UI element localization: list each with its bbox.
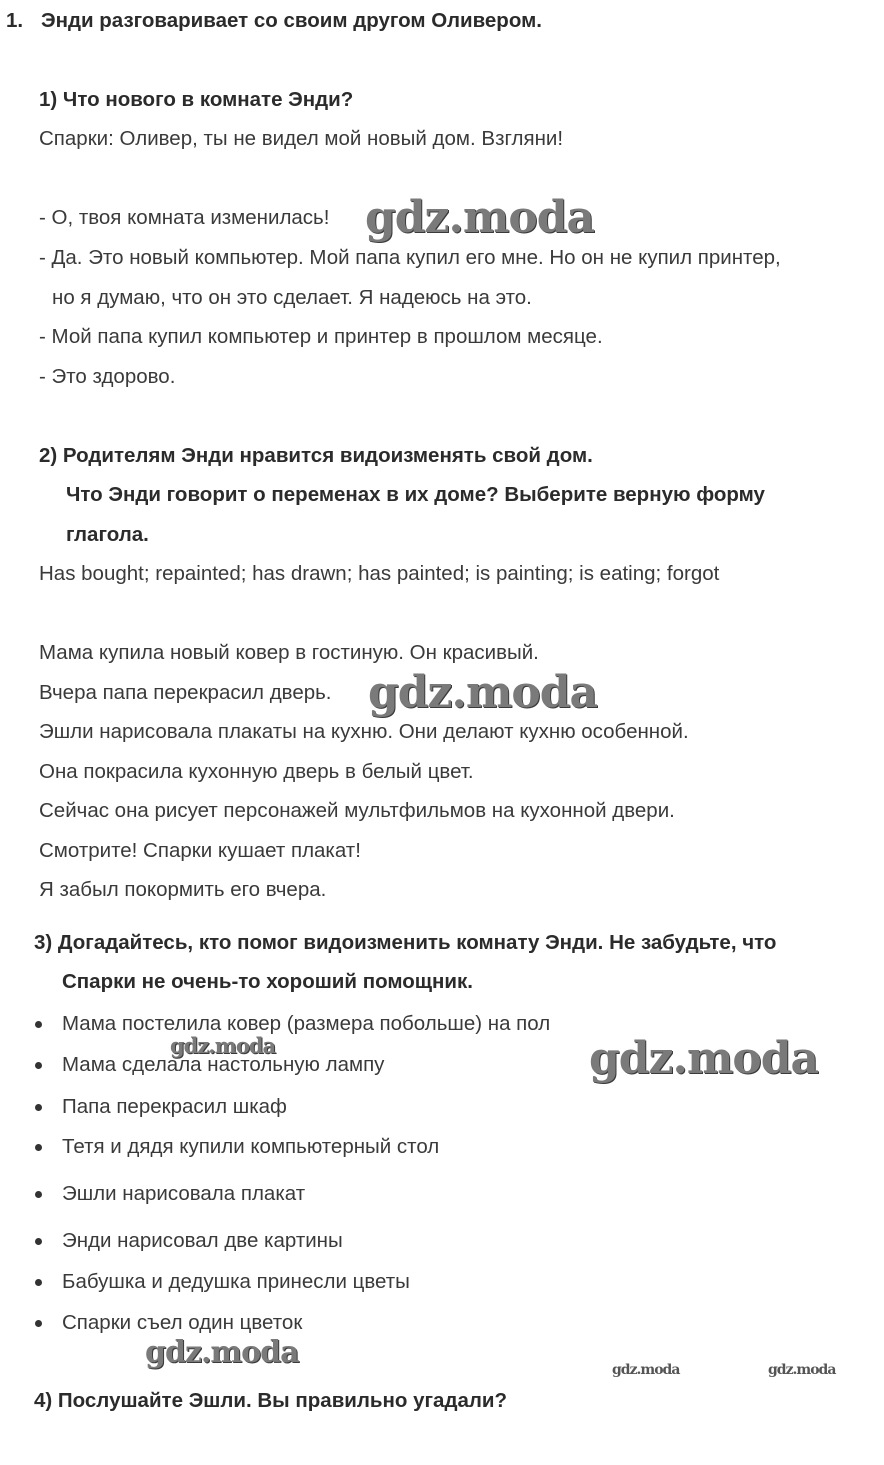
watermark-logo: gdz.moda xyxy=(365,192,595,243)
section3-heading: Спарки не очень-то хороший помощник. xyxy=(62,970,473,993)
list-item: Мама постелила ковер (размера побольше) на пол xyxy=(62,1012,551,1035)
bullet-dot xyxy=(35,1021,42,1028)
bullet-dot xyxy=(35,1320,42,1327)
section2-line: Эшли нарисовала плакаты на кухню. Они делают кухню особенной. xyxy=(39,720,689,743)
section1-line: - Мой папа купил компьютер и принтер в прошлом месяце. xyxy=(39,325,603,348)
list-item: Папа перекрасил шкаф xyxy=(62,1095,287,1118)
list-item: Мама сделала настольную лампу xyxy=(62,1053,385,1076)
section2-line: Мама купила новый ковер в гостиную. Он красивый. xyxy=(39,641,539,664)
watermark-logo: gdz.moda xyxy=(145,1335,299,1370)
task-title: Энди разговаривает со своим другом Оливером. xyxy=(41,9,542,32)
watermark-logo: gdz.moda xyxy=(170,1033,276,1058)
list-item: Эшли нарисовала плакат xyxy=(62,1182,306,1205)
section1-line: - Это здорово. xyxy=(39,365,176,388)
section1-line: - Да. Это новый компьютер. Мой папа купил его мне. Но он не купил принтер, xyxy=(39,246,781,269)
section2-options: Has bought; repainted; has drawn; has painted; is painting; is eating; forgot xyxy=(39,562,720,585)
section2-heading: Что Энди говорит о переменах в их доме? Выберите верную форму xyxy=(66,483,765,506)
section2-line: Вчера папа перекрасил дверь. xyxy=(39,681,332,704)
watermark-logo: gdz.moda xyxy=(589,1033,819,1084)
section2-line: Сейчас она рисует персонажей мультфильмов на кухонной двери. xyxy=(39,799,675,822)
bullet-dot xyxy=(35,1144,42,1151)
bullet-dot xyxy=(35,1191,42,1198)
bullet-dot xyxy=(35,1279,42,1286)
list-item: Спарки съел один цветок xyxy=(62,1311,303,1334)
watermark-logo: gdz.moda xyxy=(368,667,598,718)
watermark-logo: gdz.moda xyxy=(768,1362,836,1378)
bullet-dot xyxy=(35,1062,42,1069)
section4-heading: 4) Послушайте Эшли. Вы правильно угадали? xyxy=(34,1389,508,1412)
bullet-dot xyxy=(35,1238,42,1245)
list-item: Тетя и дядя купили компьютерный стол xyxy=(62,1135,440,1158)
section3-heading: 3) Догадайтесь, кто помог видоизменить комнату Энди. Не забудьте, что xyxy=(34,931,777,954)
section1-line: - О, твоя комната изменилась! xyxy=(39,206,330,229)
list-item: Энди нарисовал две картины xyxy=(62,1229,343,1252)
list-item: Бабушка и дедушка принесли цветы xyxy=(62,1270,410,1293)
section2-line: Она покрасила кухонную дверь в белый цвет. xyxy=(39,760,474,783)
section1-line: Спарки: Оливер, ты не видел мой новый дом. Взгляни! xyxy=(39,127,564,150)
task-number: 1. xyxy=(6,9,24,32)
section1-line: но я думаю, что он это сделает. Я надеюсь на это. xyxy=(52,286,532,309)
watermark-logo: gdz.moda xyxy=(612,1362,680,1378)
bullet-dot xyxy=(35,1104,42,1111)
section2-heading: глагола. xyxy=(66,523,149,546)
section1-heading: 1) Что нового в комнате Энди? xyxy=(39,88,354,111)
section2-heading: 2) Родителям Энди нравится видоизменять свой дом. xyxy=(39,444,593,467)
section2-line: Смотрите! Спарки кушает плакат! xyxy=(39,839,361,862)
section2-line: Я забыл покормить его вчера. xyxy=(39,878,327,901)
